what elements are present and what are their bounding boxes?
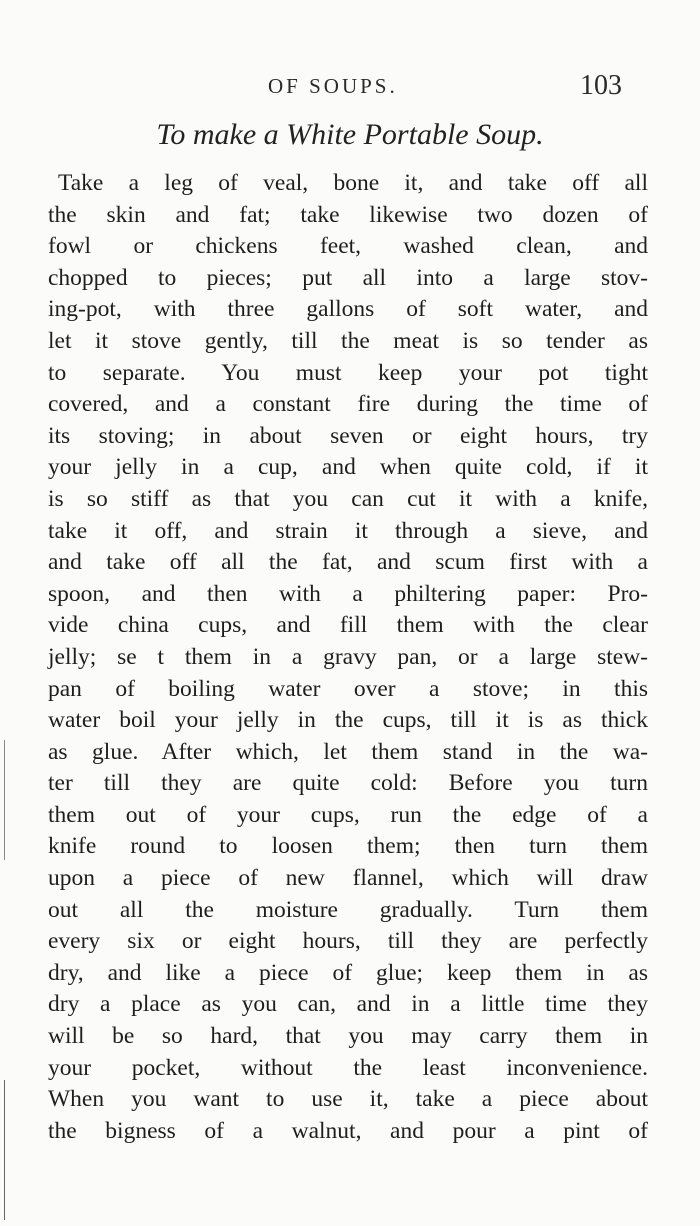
text-line: When you want to use it, take a piece about	[48, 1086, 648, 1113]
text-line: covered, and a constant fire during the time of	[48, 391, 648, 418]
text-line: vide china cups, and fill them with the clear	[48, 612, 648, 639]
text-line: as glue. After which, let them stand in the wa-	[48, 738, 648, 765]
text-line: its stoving; in about seven or eight hours, try	[48, 422, 648, 449]
text-line: fowl or chickens feet, washed clean, and	[48, 233, 648, 260]
text-line: Take a leg of veal, bone it, and take off all	[58, 170, 648, 196]
text-line: spoon, and then with a philtering paper: Pro-	[48, 580, 648, 607]
text-line: to separate. You must keep your pot tight	[48, 359, 648, 386]
text-line: is so stiff as that you can cut it with a knife,	[48, 485, 648, 512]
text-line: let it stove gently, till the meat is so tender as	[48, 327, 648, 354]
recipe-body	[48, 168, 648, 1147]
text-line: will be so hard, that you may carry them in	[48, 1023, 648, 1050]
text-line: upon a piece of new flannel, which will draw	[48, 865, 648, 892]
text-line: knife round to loosen them; then turn them	[48, 833, 648, 860]
text-line: ter till they are quite cold: Before you turn	[48, 770, 648, 797]
text-line: your pocket, without the least inconvenience.	[48, 1054, 648, 1081]
text-line: take it off, and strain it through a sieve, and	[48, 517, 648, 544]
running-head: OF SOUPS.	[268, 74, 398, 98]
text-line: jelly; se t them in a gravy pan, or a large stew-	[48, 643, 648, 670]
text-line: ing-pot, with three gallons of soft water, and	[48, 296, 648, 323]
text-line: them out of your cups, run the edge of a	[48, 801, 648, 828]
text-line: chopped to pieces; put all into a large stov-	[48, 264, 648, 291]
text-line: dry a place as you can, and in a little time they	[48, 991, 648, 1018]
text-line: every six or eight hours, till they are perfectly	[48, 928, 648, 955]
page-header	[0, 70, 700, 110]
text-line: out all the moisture gradually. Turn them	[48, 896, 648, 923]
page-number: 103	[580, 70, 622, 101]
text-line: the skin and fat; take likewise two dozen of	[48, 201, 648, 228]
text-line: and take off all the fat, and scum first with a	[48, 549, 648, 576]
text-line: the bigness of a walnut, and pour a pint of	[48, 1117, 648, 1144]
page-edge-mark	[4, 740, 5, 860]
page-edge-mark	[4, 1080, 5, 1220]
text-line: your jelly in a cup, and when quite cold, if it	[48, 454, 648, 481]
text-line: pan of boiling water over a stove; in this	[48, 675, 648, 702]
text-line: water boil your jelly in the cups, till it is as thick	[48, 707, 648, 734]
text-line: dry, and like a piece of glue; keep them in as	[48, 959, 648, 986]
recipe-title: To make a White Portable Soup.	[156, 118, 544, 151]
